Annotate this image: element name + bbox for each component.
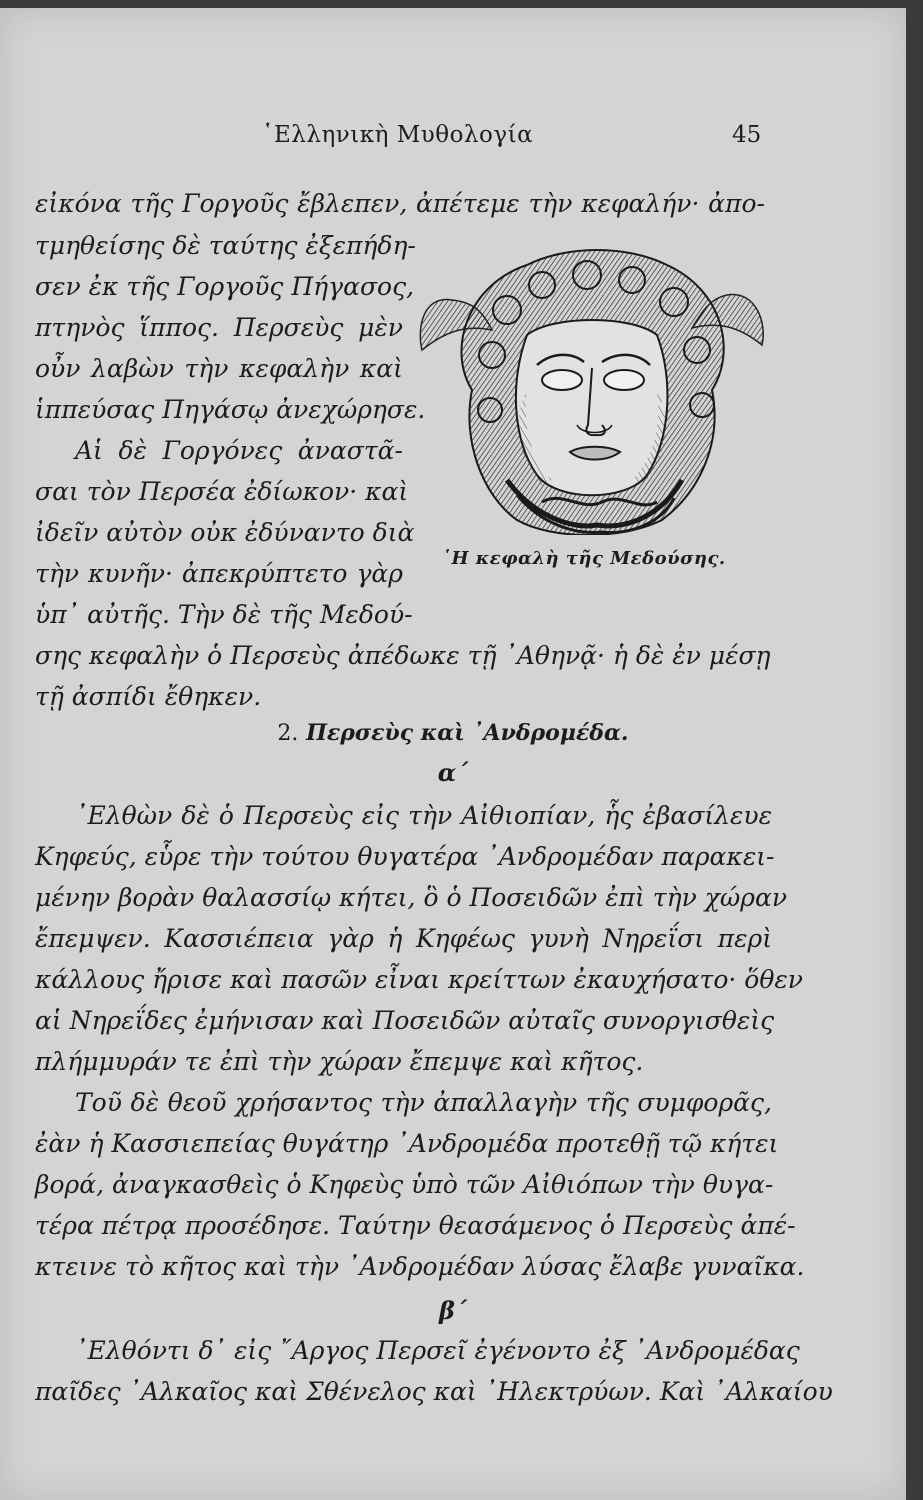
text-line: ἐὰν ἡ Κασσιεπείας θυγάτηρ ᾽Ανδρομέδα προτεθῇ τῷ κήτει [35,1129,779,1158]
text-line: μένην βορὰν θαλασσίῳ κήτει, ὃ ὁ Ποσειδῶν ἐπὶ τὴν χώραν [35,883,788,912]
text-line: τῇ ἀσπίδι ἔθηκεν. [35,682,262,711]
text-line: ἔπεμψεν. Κασσιέπεια γὰρ ἡ Κηφέως γυνὴ Νηρεΐσι περὶ [35,924,772,953]
text-line: τμηθείσης δὲ ταύτης ἐξεπήδη- [35,231,416,260]
text-line: ὑπ᾽ αὐτῆς. Τὴν δὲ τῆς Μεδού- [35,600,413,629]
text-line: βορά, ἀναγκασθεὶς ὁ Κηφεὺς ὑπὸ τῶν Αἰθιόπων τὴν θυγα- [35,1170,774,1199]
text-line: οὖν λαβὼν τὴν κεφαλὴν καὶ [35,354,403,383]
book-page [0,8,906,1500]
text-line: ᾽Ελθόντι δ᾽ εἰς ῎Αργος Περσεῖ ἐγένοντο ἐξ ᾽Ανδρομέδας [75,1336,800,1365]
text-line: σαι τὸν Περσέα ἐδίωκον· καὶ [35,477,409,506]
text-line: Αἱ δὲ Γοργόνες ἀναστᾶ- [75,436,403,465]
text-line: σεν ἐκ τῆς Γοργοῦς Πήγασος, [35,272,415,301]
text-line: Κηφεύς, εὗρε τὴν τούτου θυγατέρα ᾽Ανδρομέδαν παρακει- [35,842,775,871]
text-line: τὴν κυνῆν· ἀπεκρύπτετο γὰρ [35,559,403,588]
page-header [0,120,906,152]
running-head: ῾Ελληνικὴ Μυθολογία [262,122,534,148]
section-heading [0,720,906,746]
text-line: αἱ Νηρεΐδες ἐμήνισαν καὶ Ποσειδῶν αὐταῖς συνοργισθεὶς [35,1006,775,1035]
text-line: εἰκόνα τῆς Γοργοῦς ἔβλεπεν, ἀπέτεμε τὴν κεφαλήν· ἀπο- [35,189,765,218]
text-line: πλήμμυράν τε ἐπὶ τὴν χώραν ἔπεμψε καὶ κῆτος. [35,1047,644,1076]
page-number: 45 [732,122,762,148]
subsection-alpha: α΄ [437,758,469,787]
section-number: 2. [277,721,299,746]
text-line: ἰδεῖν αὐτὸν οὐκ ἐδύναντο διὰ [35,518,415,547]
text-line: κτεινε τὸ κῆτος καὶ τὴν ᾽Ανδρομέδαν λύσας ἔλαβε γυναῖκα. [35,1252,805,1281]
text-line: ᾽Ελθὼν δὲ ὁ Περσεὺς εἰς τὴν Αἰθιοπίαν, ἧς ἐβασίλευε [75,801,772,830]
figure-caption: ῾Η κεφαλὴ τῆς Μεδούσης. [442,548,726,569]
text-line: ἱππεύσας Πηγάσῳ ἀνεχώρησε. [35,395,426,424]
subsection-beta: β΄ [439,1296,467,1325]
text-line: πτηνὸς ἵππος. Περσεὺς μὲν [35,313,403,342]
text-line: τέρα πέτρᾳ προσέδησε. Ταύτην θεασάμενος ὁ Περσεὺς ἀπέ- [35,1211,796,1240]
section-title: Περσεὺς καὶ ᾽Ανδρομέδα. [306,720,629,746]
text-line: Τοῦ δὲ θεοῦ χρήσαντος τὴν ἀπαλλαγὴν τῆς συμφορᾶς, [75,1088,772,1117]
medusa-head-illustration [412,240,767,535]
text-line: παῖδες ᾽Αλκαῖος καὶ Σθένελος καὶ ᾽Ηλεκτρύων. Καὶ ᾽Αλκαίου [35,1377,833,1406]
text-line: κάλλους ἤρισε καὶ πασῶν εἶναι κρείττων ἐκαυχήσατο· ὅθεν [35,965,804,994]
text-line: σης κεφαλὴν ὁ Περσεὺς ἀπέδωκε τῇ ᾽Αθηνᾷ· ἡ δὲ ἐν μέσῃ [35,641,771,670]
